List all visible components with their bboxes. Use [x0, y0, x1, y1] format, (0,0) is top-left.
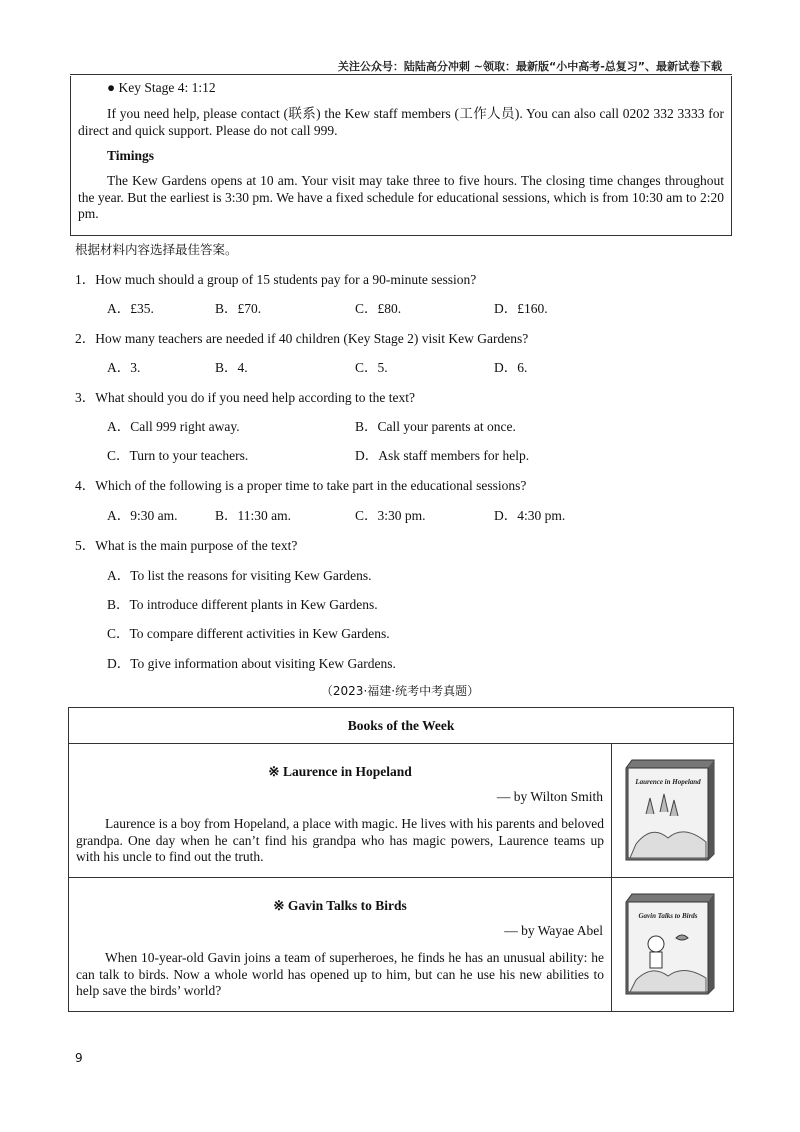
book-author: — by Wayae Abel	[504, 923, 603, 938]
book-description: When 10-year-old Gavin joins a team of superheroes, he finds he has an unusual ability: he can talk to birds. Now a whole world has opened up to him, but can he use his new abilities to help save the birds’ world?	[76, 950, 604, 998]
option-3d[interactable]: D．Ask staff members for help.	[355, 448, 530, 463]
book-cover-image	[622, 754, 722, 862]
book-title: ※ Laurence in Hopeland	[268, 764, 412, 779]
book-cover-image	[622, 888, 722, 996]
help-paragraph: If you need help, please contact (联系) the Kew staff members (工作人员). You can also call 0202 332 3333 for direct and quick support. Please do not call 999.	[78, 106, 724, 138]
book-description: Laurence is a boy from Hopeland, a place with magic. He lives with his parents and beloved grandpa. One day when he can’t find his grandpa who has magic powers, Laurence teams up with his uncle to find out the truth.	[76, 816, 604, 864]
question-2: 2．How many teachers are needed if 40 children (Key Stage 2) visit Kew Gardens?	[75, 331, 529, 346]
option-1d[interactable]: D．£160.	[494, 301, 548, 316]
option-2c[interactable]: C．5.	[355, 360, 388, 375]
books-table	[68, 707, 734, 1012]
book-cover-cell	[612, 878, 734, 1012]
option-1a[interactable]: A．£35.	[107, 301, 154, 316]
option-5a[interactable]: A．To list the reasons for visiting Kew Gardens.	[107, 568, 372, 583]
option-5b[interactable]: B．To introduce different plants in Kew Gardens.	[107, 597, 378, 612]
option-2a[interactable]: A．3.	[107, 360, 141, 375]
option-3a[interactable]: A．Call 999 right away.	[107, 419, 240, 434]
book-title: ※ Gavin Talks to Birds	[273, 898, 407, 913]
option-2b[interactable]: B．4.	[215, 360, 248, 375]
option-4a[interactable]: A．9:30 am.	[107, 508, 178, 523]
table-title: Books of the Week	[69, 708, 734, 744]
question-4: 4．Which of the following is a proper time to take part in the educational sessions?	[75, 478, 527, 493]
option-1c[interactable]: C．£80.	[355, 301, 402, 316]
option-4b[interactable]: B．11:30 am.	[215, 508, 291, 523]
book-cover-cell	[612, 744, 734, 878]
header-divider	[70, 74, 732, 75]
book-row	[69, 744, 612, 878]
timings-paragraph: The Kew Gardens opens at 10 am. Your visit may take three to five hours. The closing time changes throughout the year. But the earliest is 3:30 pm. We have a fixed schedule for educational sessions, which is from 10:30 am to 2:20 pm.	[78, 173, 724, 221]
book-author: — by Wilton Smith	[496, 789, 603, 804]
book-row	[69, 878, 612, 1012]
question-1: 1．How much should a group of 15 students pay for a 90-minute session?	[75, 272, 477, 287]
cover-title: Gavin Talks to Birds	[638, 912, 698, 920]
book-cover-svg	[622, 888, 722, 996]
question-3: 3．What should you do if you need help according to the text?	[75, 390, 416, 405]
option-1b[interactable]: B．£70.	[215, 301, 262, 316]
instruction: 根据材料内容选择最佳答案。	[75, 242, 238, 257]
timings-heading: Timings	[107, 148, 155, 163]
question-source: （2023·福建·统考中考真题）	[320, 684, 480, 698]
cover-title: Laurence in Hopeland	[635, 778, 701, 786]
page-header: 关注公众号：陆陆高分冲刺 ~领取：最新版“小中高考-总复习”、最新试卷下载	[337, 60, 722, 73]
book-cover-svg	[622, 754, 722, 862]
option-5d[interactable]: D．To give information about visiting Kew Gardens.	[107, 656, 396, 671]
passage-box	[70, 76, 732, 236]
option-4d[interactable]: D．4:30 pm.	[494, 508, 566, 523]
question-5: 5．What is the main purpose of the text?	[75, 538, 298, 553]
page-number: 9	[75, 1051, 83, 1065]
key-stage-4-line: ● Key Stage 4: 1:12	[107, 80, 216, 95]
option-5c[interactable]: C．To compare different activities in Kew Gardens.	[107, 626, 390, 641]
option-3c[interactable]: C．Turn to your teachers.	[107, 448, 249, 463]
option-3b[interactable]: B．Call your parents at once.	[355, 419, 516, 434]
option-2d[interactable]: D．6.	[494, 360, 528, 375]
option-4c[interactable]: C．3:30 pm.	[355, 508, 426, 523]
